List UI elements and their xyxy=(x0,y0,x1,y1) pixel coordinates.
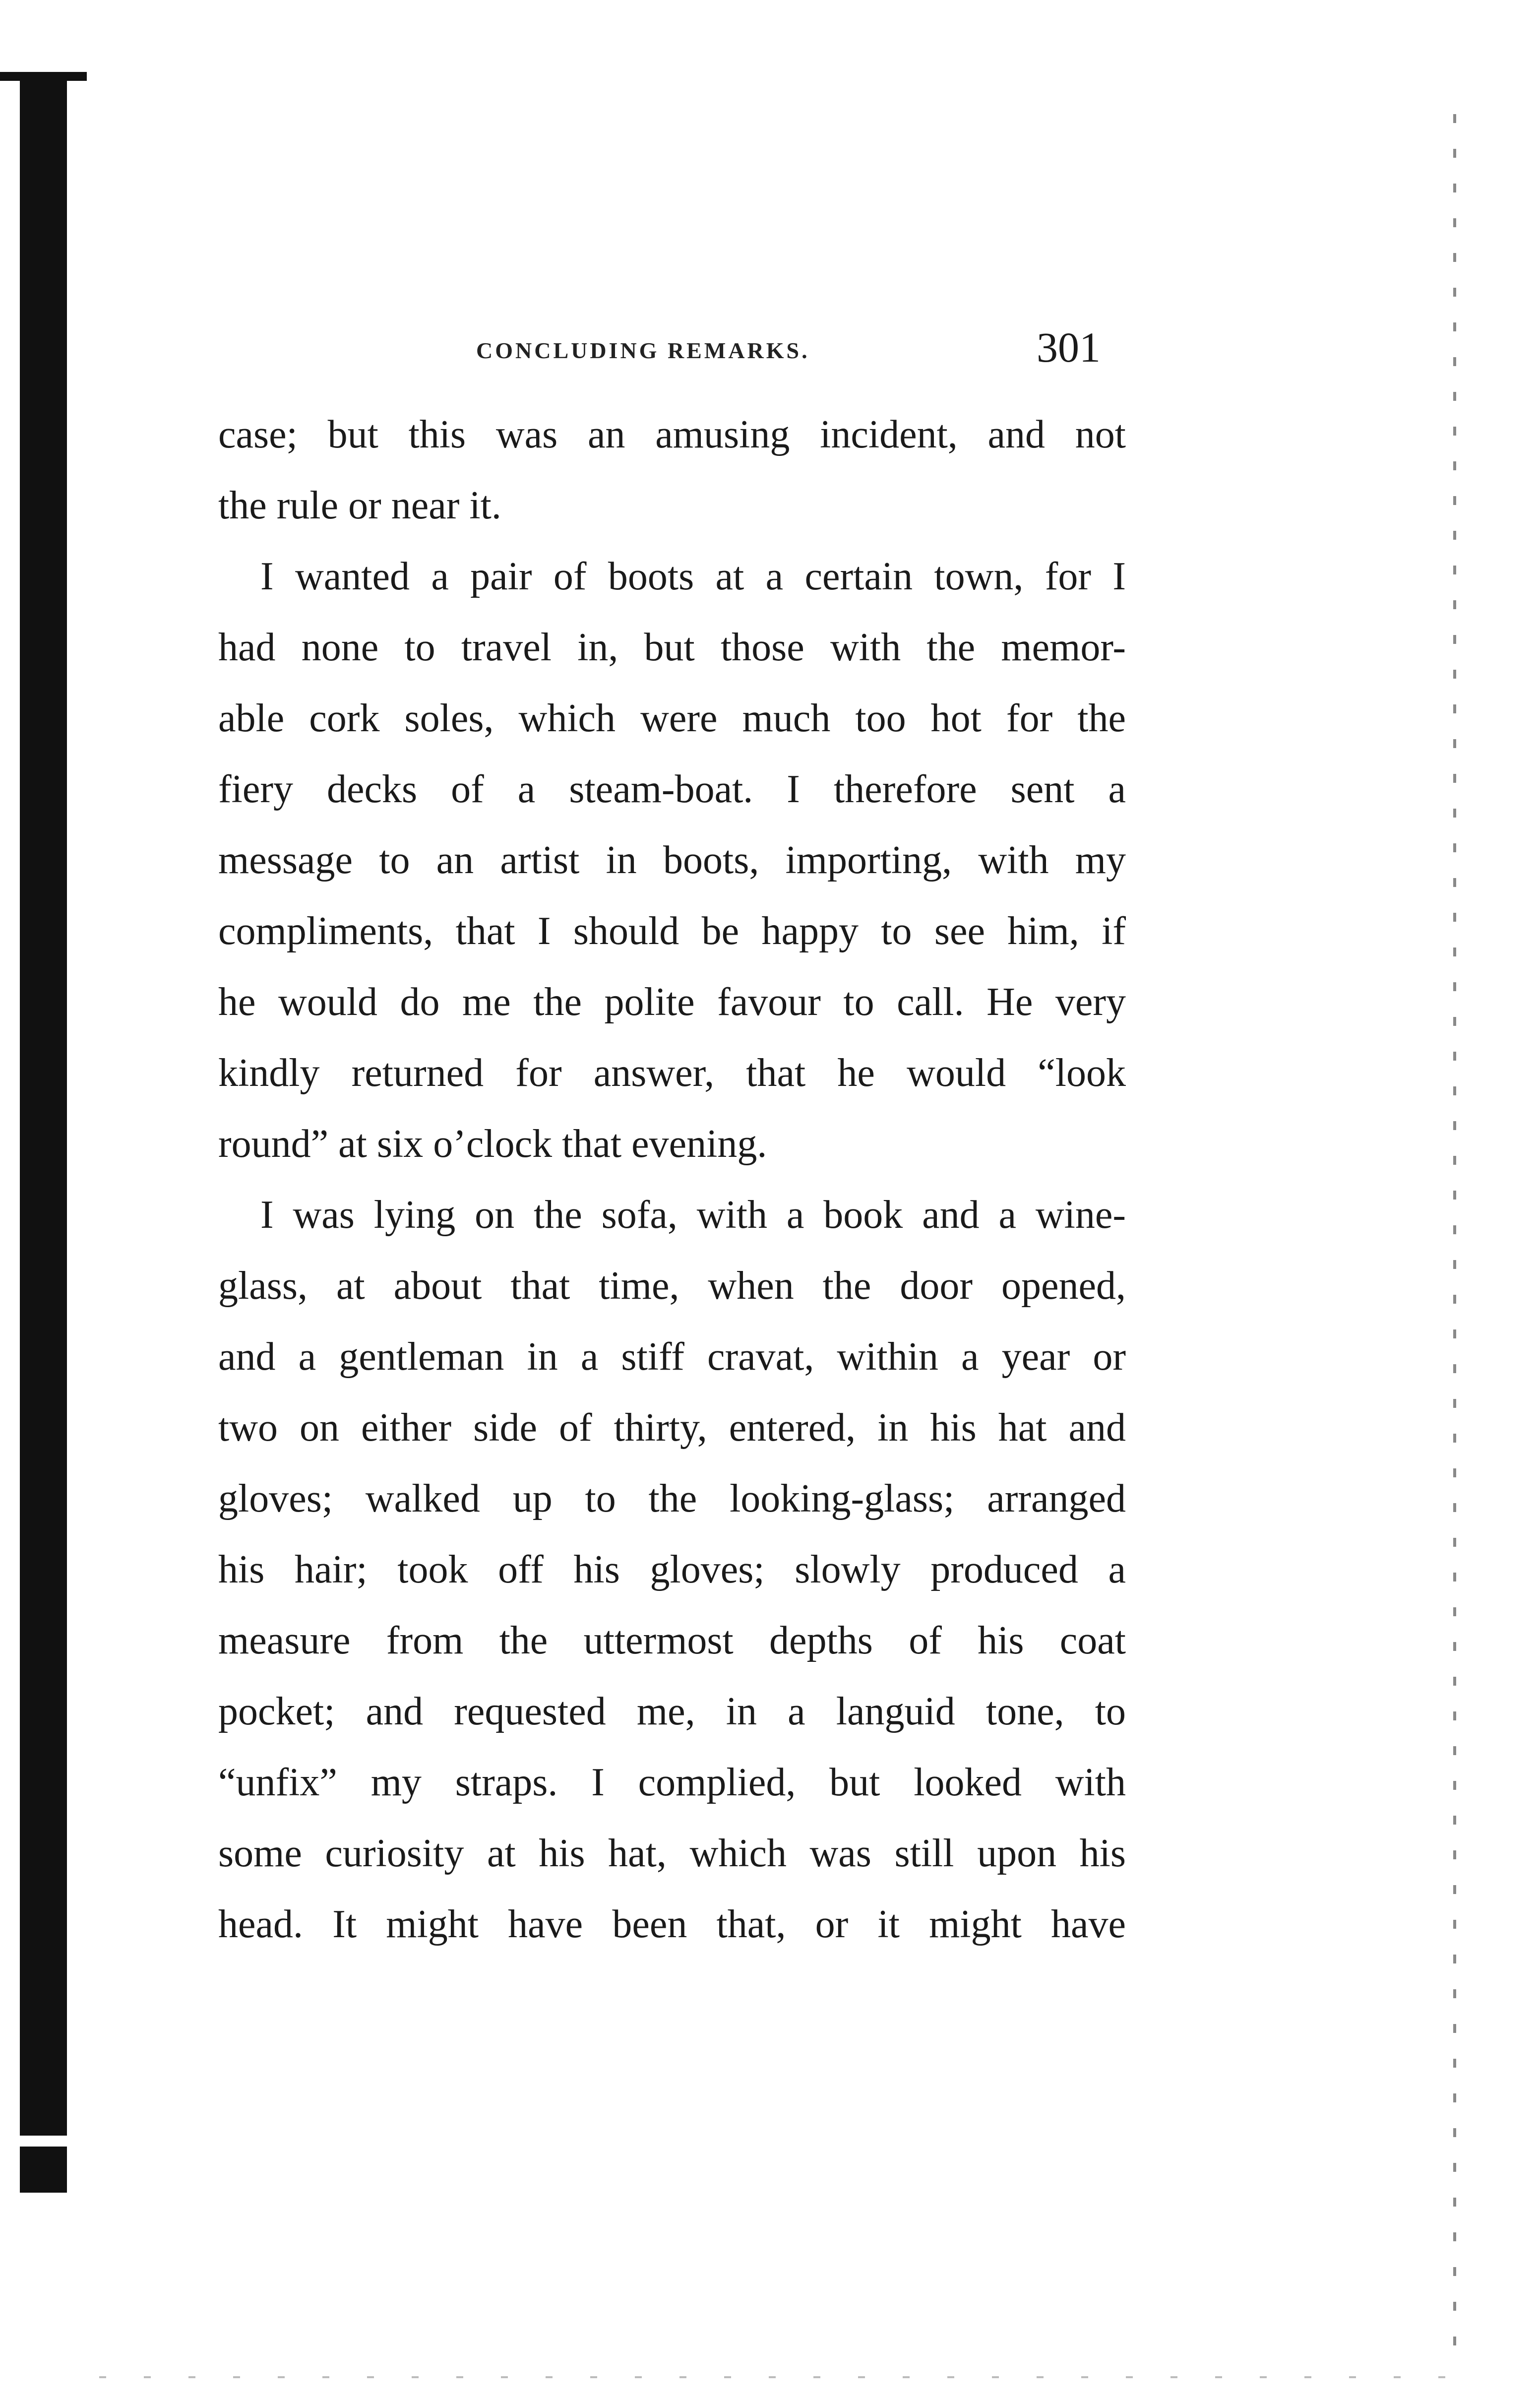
page-header xyxy=(218,317,1111,387)
text-line: had none to travel in, but those with the memor- xyxy=(218,626,1126,669)
text-line: able cork soles, which were much too hot for the xyxy=(218,696,1126,740)
text-line: his hair; took off his gloves; slowly produced a xyxy=(218,1548,1126,1591)
bottom-page-edge xyxy=(99,2376,1458,2378)
text-line: case; but this was an amusing incident, and not xyxy=(218,413,1126,456)
text-line: fiery decks of a steam-boat. I therefore sent a xyxy=(218,767,1126,811)
binding-edge xyxy=(20,74,67,2193)
text-line: gloves; walked up to the looking-glass; arranged xyxy=(218,1477,1126,1520)
body-text xyxy=(218,399,1126,1960)
page-number: 301 xyxy=(1037,323,1101,371)
text-line: round” at six o’clock that evening. xyxy=(218,1122,767,1166)
text-line: compliments, that I should be happy to see him, if xyxy=(218,909,1126,953)
text-line: and a gentleman in a stiff cravat, within a year or xyxy=(218,1335,1126,1379)
paragraph-first-line: I wanted a pair of boots at a certain town, for I xyxy=(260,555,1126,598)
text-line: kindly returned for answer, that he would “look xyxy=(218,1051,1126,1095)
text-line: some curiosity at his hat, which was still upon his xyxy=(218,1832,1126,1875)
text-line: the rule or near it. xyxy=(218,484,501,527)
paragraph-first-line: I was lying on the sofa, with a book and a wine- xyxy=(260,1193,1126,1237)
text-line: two on either side of thirty, entered, in his hat and xyxy=(218,1406,1126,1450)
right-page-edge xyxy=(1453,114,1456,2346)
text-line: “unfix” my straps. I complied, but looked with xyxy=(218,1761,1126,1804)
running-head: CONCLUDING REMARKS. xyxy=(476,338,810,363)
text-line: glass, at about that time, when the door opened, xyxy=(218,1264,1126,1308)
text-line: head. It might have been that, or it might have xyxy=(218,1902,1126,1946)
text-line: pocket; and requested me, in a languid tone, to xyxy=(218,1690,1126,1733)
text-line: message to an artist in boots, importing, with my xyxy=(218,838,1126,882)
binding-notch xyxy=(20,2136,67,2147)
text-line: he would do me the polite favour to call. He very xyxy=(218,980,1126,1024)
text-line: measure from the uttermost depths of his coat xyxy=(218,1619,1126,1662)
